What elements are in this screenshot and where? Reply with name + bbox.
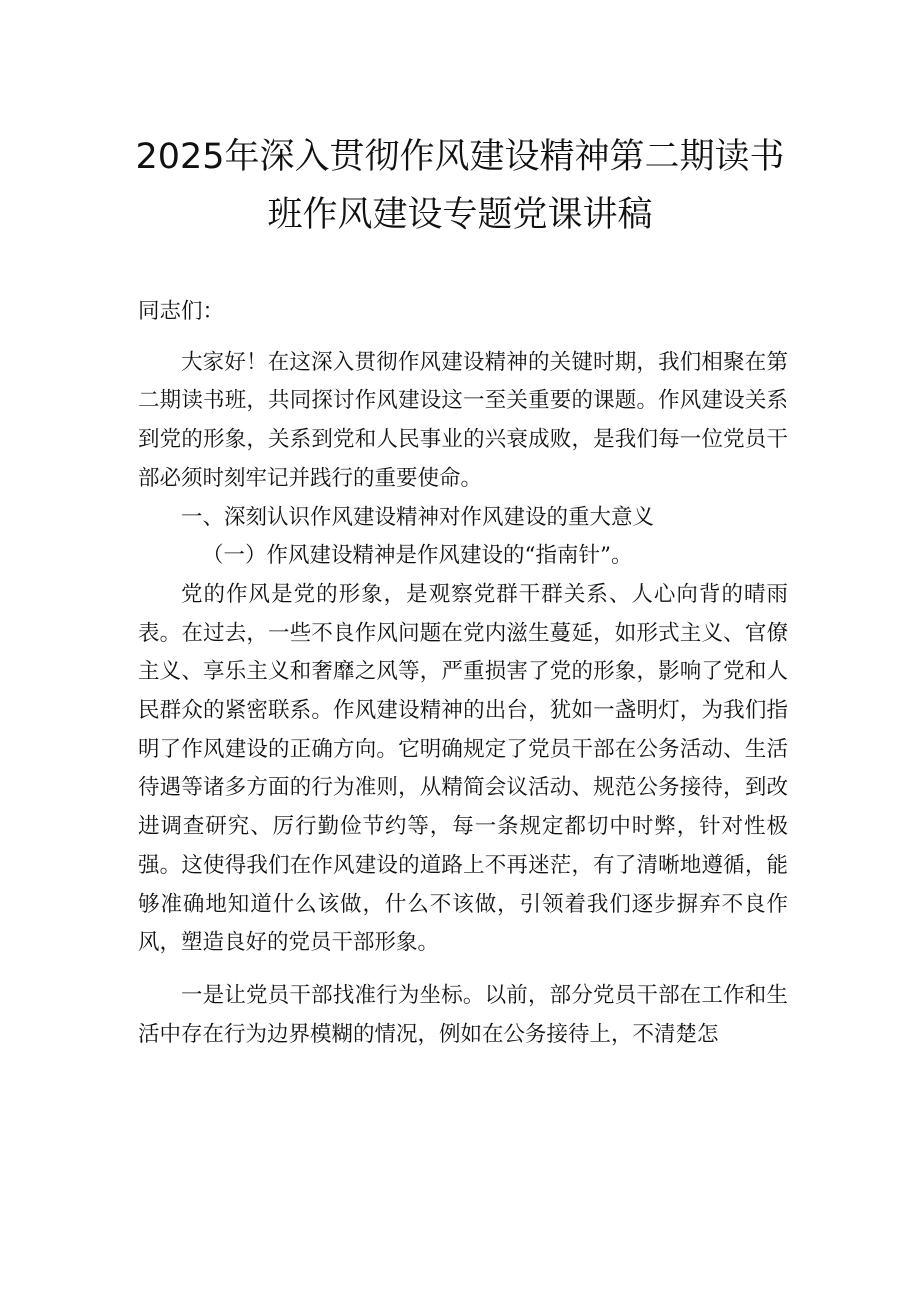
title-line-2: 班作风建设专题党课讲稿: [267, 195, 653, 235]
document-title: [100, 128, 820, 244]
paragraph-body: 党的作风是党的形象，是观察党群干群关系、人心向背的晴雨表。在过去，一些不良作风问题在党内滋生蔓延，如形式主义、官僚主义、享乐主义和奢靡之风等，严重损害了党的形象，影响了党和人民群众的紧密联系。作风建设精神的出台，犹如一盏明灯，为我们指明了作风建设的正确方向。它明确规定了党员干部在公务活动、生活待遇等诸多方面的行为准则，从精简会议活动、规范公务接待，到改进调查研究、厉行勤俭节约等，每一条规定都切中时弊，针对性极强。这使得我们在作风建设的道路上不再迷茫，有了清晰地遵循，能够准确地知道什么该做，什么不该做，引领着我们逐步摒弃不良作风，塑造良好的党员干部形象。: [138, 581, 788, 956]
paragraph-point-one: 一是让党员干部找准行为坐标。以前，部分党员干部在工作和生活中存在行为边界模糊的情况，例如在公务接待上，不清楚怎: [138, 982, 788, 1047]
section-heading: 一、深刻认识作风建设精神对作风建设的重大意义: [181, 504, 655, 530]
document-body: [138, 293, 788, 1054]
salutation: 同志们：: [138, 299, 225, 324]
paragraph-greeting: 大家好！在这深入贯彻作风建设精神的关键时期，我们相聚在第二期读书班，共同探讨作风建设这一至关重要的课题。作风建设关系到党的形象，关系到党和人民事业的兴衰成败，是我们每一位党员干部必须时刻牢记并践行的重要使命。: [138, 349, 788, 491]
subsection-heading: （一）作风建设精神是作风建设的“指南针”。: [202, 543, 633, 569]
title-line-1: 2025年深入贯彻作风建设精神第二期读书: [135, 137, 785, 177]
